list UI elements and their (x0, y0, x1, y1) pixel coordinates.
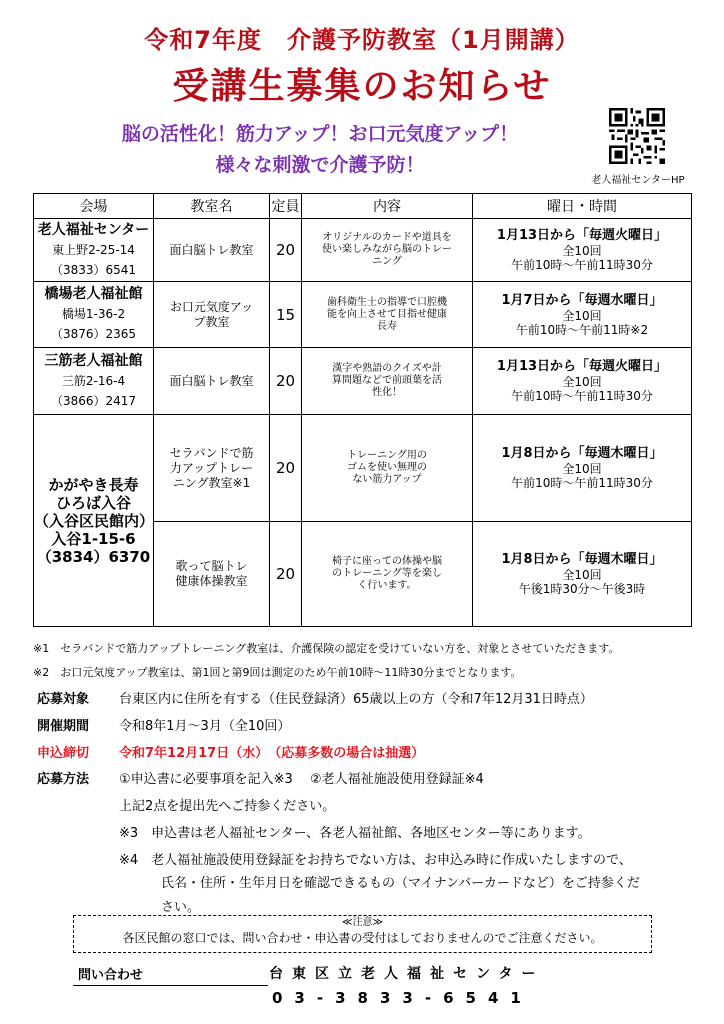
method-note4-c: さい。 (161, 900, 201, 915)
schedule-time: 午前10時～午前11時30分 (511, 476, 653, 490)
venue-name-line1: かがやき長寿 (48, 475, 139, 494)
venue-phone: （3834）6370 (36, 547, 151, 566)
content (302, 415, 473, 522)
info-label: 応募対象 (37, 692, 90, 707)
method-note3: ※3 申込書は老人福祉センター、各老人福祉館、各地区センター等にあります。 (119, 826, 591, 841)
page-title-line1: 令和7年度 介護予防教室（1月開講） (144, 26, 580, 54)
info-label: 開催期間 (37, 719, 90, 734)
header-schedule: 曜日・時間 (473, 194, 692, 219)
info-value: ①申込書に必要事項を記入※3 ②老人福祉施設使用登録証※4 (119, 772, 484, 787)
class-name-text: お口元気度アップ教室 (169, 299, 254, 329)
schedule-cell (473, 282, 692, 348)
method-line2: 上記2点を提出先へご持参ください。 (119, 799, 336, 814)
content (302, 282, 473, 348)
capacity: 20 (270, 219, 302, 282)
qr-caption: 老人福祉センターHP (591, 175, 685, 186)
method-note4-b: 氏名・住所・生年月日を確認できるもの（マイナンバーカードなど）をご持参くだ (161, 876, 640, 891)
footnote-2: ※2 お口元気度アップ教室は、第1回と第9回は測定のため午前10時～11時30分までとなります。 (33, 666, 522, 679)
schedule-cell (473, 219, 692, 282)
content-text: 漢字や熟語のクイズや計算問題などで前頭葉を活性化！ (332, 363, 442, 398)
venue-phone: （3866）2417 (50, 393, 137, 408)
venue-name-line2: ひろば入谷 (55, 493, 131, 512)
table-row (34, 415, 692, 522)
schedule-time: 午後1時30分～午後3時 (518, 582, 646, 596)
info-deadline (37, 742, 424, 761)
schedule-start: 1月13日から「毎週火曜日」 (496, 228, 668, 243)
schedule-cell (473, 415, 692, 522)
content-text: 歯科衛生士の指導で口腔機能を向上させて目指せ健康長寿 (327, 296, 447, 332)
contact-organization: 台東区立老人福祉センター (269, 966, 545, 982)
schedule-count: 全10回 (562, 308, 602, 323)
schedule-time: 午前10時～午前11時※2 (515, 322, 649, 337)
divider (73, 985, 268, 986)
schedule-start: 1月8日から「毎週木曜日」 (501, 552, 663, 567)
header-content: 内容 (302, 194, 473, 219)
class-schedule-table (33, 193, 692, 627)
schedule-cell (473, 348, 692, 415)
venue-address: 橋場1-36-2 (61, 307, 126, 321)
schedule-start: 1月7日から「毎週水曜日」 (501, 292, 663, 308)
info-target (37, 688, 593, 707)
schedule-time: 午前10時～午前11時30分 (511, 258, 653, 272)
class-name-text: 歌って脳トレ健康体操教室 (175, 559, 248, 588)
venue-address: 三筋2-16-4 (61, 373, 126, 388)
venue-address: 入谷1-15-6 (51, 529, 136, 548)
info-method (37, 768, 484, 787)
schedule-cell (473, 522, 692, 627)
caution-box (73, 915, 652, 953)
table-row (34, 219, 692, 282)
class-name (154, 282, 270, 348)
venue-name: 橋場老人福祉館 (44, 286, 143, 302)
venue-phone: （3833）6541 (50, 262, 137, 277)
caution-text: 各区民館の窓口では、問い合わせ・申込書の受付はしておりませんのでご注意ください。 (122, 931, 603, 945)
venue-cell (34, 348, 154, 415)
header-capacity: 定員 (270, 194, 302, 219)
info-period (37, 715, 290, 734)
venue-phone: （3876）2365 (50, 327, 137, 341)
method-note4-a: ※4 老人福祉施設使用登録証をお持ちでない方は、お申込み時に作成いたしますので、 (119, 853, 632, 868)
schedule-count: 全10回 (562, 462, 602, 476)
page-title-main: 受講生募集のお知らせ (172, 66, 552, 107)
table-header-row (34, 194, 692, 219)
schedule-count: 全10回 (562, 375, 602, 389)
schedule-count: 全10回 (562, 568, 602, 582)
content-text: トレーニング用のゴムを使い無理のない筋力アップ (347, 450, 427, 485)
capacity: 20 (270, 348, 302, 415)
venue-name-line3: （入谷区民館内） (34, 511, 155, 530)
schedule-time: 午前10時～午前11時30分 (511, 389, 653, 403)
table-row (34, 348, 692, 415)
info-label: 申込締切 (37, 746, 90, 761)
class-name (154, 415, 270, 522)
class-name: 面白脳トレ教室 (154, 219, 270, 282)
schedule-count: 全10回 (562, 244, 602, 258)
header-class: 教室名 (154, 194, 270, 219)
content (302, 219, 473, 282)
venue-cell (34, 219, 154, 282)
content-text: 椅子に座っての体操や脳のトレーニング等を楽しく行います。 (332, 556, 442, 591)
capacity: 15 (270, 282, 302, 348)
table-row (34, 282, 692, 348)
header-venue: 会場 (34, 194, 154, 219)
content-text: オリジナルのカードや道具を使い楽しみながら脳のトレーニング (322, 232, 452, 267)
venue-cell (34, 282, 154, 348)
class-name-text: セラバンドで筋力アップトレーニング教室※1 (169, 445, 254, 490)
schedule-start: 1月13日から「毎週火曜日」 (496, 359, 668, 374)
venue-address: 東上野2-25-14 (52, 242, 135, 257)
class-name: 面白脳トレ教室 (154, 348, 270, 415)
venue-name: 三筋老人福祉館 (44, 352, 143, 369)
capacity: 20 (270, 415, 302, 522)
info-value: 令和7年12月17日（水） （応募多数の場合は抽選） (119, 746, 425, 761)
subtitle-line1: 脳の活性化！筋力アップ！お口元気度アップ！ (121, 123, 519, 145)
venue-name: 老人福祉センター (37, 221, 150, 238)
contact-label: 問い合わせ (78, 968, 144, 983)
info-value: 台東区内に住所を有する（住民登録済）65歳以上の方（令和7年12月31日時点） (119, 692, 593, 707)
content (302, 348, 473, 415)
contact-phone[interactable]: 03-3833-6541 (272, 989, 533, 1007)
content (302, 522, 473, 627)
info-value: 令和8年1月～3月（全10回） (119, 719, 291, 734)
class-name (154, 522, 270, 627)
footnote-1: ※1 セラバンドで筋力アップトレーニング教室は、介護保険の認定を受けていない方を、対象とさせていただきます。 (33, 642, 620, 655)
qr-code-icon[interactable] (609, 108, 665, 164)
schedule-start: 1月8日から「毎週木曜日」 (501, 446, 663, 461)
capacity: 20 (270, 522, 302, 627)
info-label: 応募方法 (37, 772, 90, 787)
subtitle-line2: 様々な刺激で介護予防！ (215, 154, 425, 176)
venue-cell-large (34, 415, 154, 627)
caution-title: ≪注意≫ (342, 917, 383, 928)
